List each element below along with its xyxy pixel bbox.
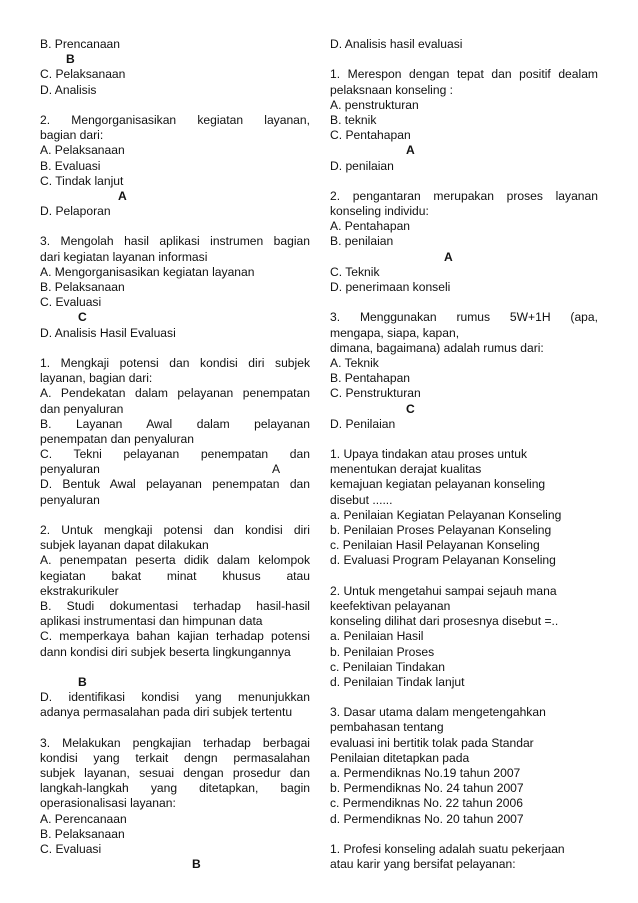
text-line: aplikasi instrumentasi dan himpunan data [40, 614, 263, 629]
blank-line [40, 660, 310, 675]
text-line: B. Pelaksanaan [40, 280, 125, 294]
question-line: 2. Untuk mengkaji potensi dan kondisi diri [40, 523, 310, 537]
text-line: d. Evaluasi Program Pelayanan Konseling [330, 553, 556, 568]
text-line: D. Penilaian [330, 416, 396, 431]
text-line: B. Evaluasi [40, 158, 101, 173]
question-line: D. identifikasi kondisi yang menunjukkan [40, 690, 310, 705]
text-line: kemajuan kegiatan pelayanan konseling [330, 477, 546, 492]
text-line: adanya permasalahan pada diri subjek tertentu [40, 705, 293, 720]
text-line: konseling dilihat dari prosesnya disebut =.. [330, 614, 559, 629]
text-line: d. Penilaian Tindak lanjut [330, 674, 465, 689]
text-line: A. Pelaksanaan [40, 143, 125, 158]
text-line: 3. Dasar utama dalam mengetengahkan [330, 705, 546, 720]
blank-line [330, 174, 598, 189]
text-line: atau karir yang bersifat pelayanan: [330, 857, 516, 872]
text-line: 2. Untuk mengetahui sampai sejauh mana [330, 583, 557, 598]
text-line: C. Penstrukturan [330, 386, 421, 401]
text-line: D. Pelaporan [40, 204, 111, 219]
text-line: C. Pentahapan [330, 128, 411, 143]
answer-key: B [192, 857, 201, 872]
inline-answer-key: A [272, 462, 281, 477]
text-line: mengapa, siapa, kapan, [330, 325, 460, 340]
question-line: 3. Melakukan pengkajian terhadap berbagai [40, 735, 310, 750]
text-line: layanan, bagian dari: [40, 371, 153, 386]
question-line: 2. pengantaran merupakan proses layanan [330, 188, 598, 203]
text-line: a. Penilaian Hasil [330, 629, 424, 644]
text-line: b. Penilaian Proses [330, 644, 435, 659]
text-line: a. Penilaian Kegiatan Pelayanan Konseling [330, 507, 562, 522]
text-line: ekstrakurikuler [40, 583, 119, 598]
text-line: C. Tindak lanjut [40, 173, 124, 188]
text-line: B. Pentahapan [330, 371, 411, 386]
text-line: Penilaian ditetapkan pada [330, 750, 470, 765]
question-line: 3. Menggunakan rumus 5W+1H (apa, [330, 310, 598, 325]
text-line: B. Prencanaan [40, 37, 121, 51]
text-line: C. Pelaksanaan [40, 67, 126, 82]
question-line: D. Bentuk Awal pelayanan penempatan dan [40, 477, 310, 492]
blank-line [40, 98, 310, 113]
text-line: pelaksnaan konseling : [330, 82, 454, 97]
answer-key: C [78, 310, 87, 325]
question-line: B. Studi dokumentasi terhadap hasil-hasil [40, 598, 310, 613]
answer-key: C [406, 401, 415, 416]
blank-line [330, 295, 598, 310]
text-line: B. penilaian [330, 234, 394, 249]
text-line: c. Permendiknas No. 22 tahun 2006 [330, 796, 523, 811]
text-line: A. Pentahapan [330, 219, 411, 234]
text-span: penyaluran [40, 462, 100, 477]
question-line: A. penempatan peserta didik dalam kelompok [40, 553, 310, 568]
blank-line [330, 827, 598, 842]
text-line: dari kegiatan layanan informasi [40, 249, 208, 264]
text-line: operasionalisasi layanan: [40, 796, 176, 811]
question-line: C. Tekni pelayanan penempatan dan [40, 447, 310, 462]
text-line: A. penstrukturan [330, 97, 419, 112]
text-line: dann kondisi diri subjek beserta lingkungannya [40, 644, 291, 659]
question-line: 1. Merespon dengan tepat dan positif dealam [330, 67, 598, 82]
question-line: kegiatan bakat minat khusus atau [40, 568, 310, 583]
text-line: 1. Upaya tindakan atau proses untuk [330, 447, 527, 462]
text-line: D. penilaian [330, 158, 394, 173]
blank-line [330, 52, 598, 67]
text-line: B. Pelaksanaan [40, 826, 125, 841]
question-line: A. Pendekatan dalam pelayanan penempatan [40, 386, 310, 401]
text-line: B. teknik [330, 112, 377, 127]
answer-key: A [406, 143, 415, 158]
text-line: keefektivan pelayanan [330, 598, 451, 613]
answer-key: B [78, 674, 87, 689]
blank-line [330, 569, 598, 584]
text-line: a. Permendiknas No.19 tahun 2007 [330, 766, 521, 780]
text-line: disebut ...... [330, 492, 393, 507]
text-line: dimana, bagaimana) adalah rumus dari: [330, 340, 544, 355]
text-line: c. Penilaian Tindakan [330, 659, 445, 674]
text-line: b. Penilaian Proses Pelayanan Konseling [330, 523, 552, 537]
question-line: langkah-langkah yang ditetapkan, bagin [40, 781, 310, 796]
text-line: subjek layanan dapat dilakukan [40, 538, 209, 553]
text-line: C. Evaluasi [40, 841, 102, 856]
text-line: D. penerimaan konseli [330, 280, 451, 294]
text-line: penyaluran [40, 492, 100, 507]
text-line: C. Evaluasi [40, 295, 102, 310]
question-line: kondisi yang terkait dengn permasalahan [40, 750, 310, 765]
text-line [40, 462, 310, 477]
blank-line [40, 219, 310, 234]
text-line: A. Perencanaan [40, 811, 127, 826]
text-line: D. Analisis [40, 82, 97, 97]
text-line: A. Teknik [330, 355, 379, 370]
left-column [40, 37, 310, 872]
question-line: 2. Mengorganisasikan kegiatan layanan, [40, 112, 310, 127]
text-line: 1. Profesi konseling adalah suatu pekerjaan [330, 841, 565, 856]
question-line: subjek layanan, sesuai dengan prosedur dan [40, 766, 310, 780]
text-line: D. Analisis hasil evaluasi [330, 37, 463, 51]
blank-line [40, 508, 310, 523]
question-line: B. Layanan Awal dalam pelayanan [40, 416, 310, 431]
text-line: D. Analisis Hasil Evaluasi [40, 325, 176, 340]
text-line: c. Penilaian Hasil Pelayanan Konseling [330, 538, 540, 553]
question-line: 3. Mengolah hasil aplikasi instrumen bagian [40, 234, 310, 249]
text-line: evaluasi ini bertitik tolak pada Standar [330, 735, 534, 750]
answer-key: B [66, 52, 75, 67]
blank-line [40, 720, 310, 735]
text-line: menentukan derajat kualitas [330, 462, 482, 477]
text-line: dan penyaluran [40, 401, 124, 416]
blank-line [330, 690, 598, 705]
blank-line [330, 432, 598, 447]
text-line: d. Permendiknas No. 20 tahun 2007 [330, 811, 524, 826]
text-line: C. Teknik [330, 264, 380, 279]
blank-line [40, 341, 310, 356]
text-line: pembahasan tentang [330, 720, 444, 735]
text-line: penempatan dan penyaluran [40, 431, 194, 446]
question-line: C. memperkaya bahan kajian terhadap potensi [40, 629, 310, 644]
text-line: bagian dari: [40, 128, 104, 143]
question-line: 1. Mengkaji potensi dan kondisi diri subjek [40, 355, 310, 370]
text-line: b. Permendiknas No. 24 tahun 2007 [330, 781, 524, 796]
right-column [330, 37, 598, 872]
answer-key: A [444, 249, 453, 264]
text-line: konseling individu: [330, 204, 429, 219]
text-line: A. Mengorganisasikan kegiatan layanan [40, 264, 255, 279]
answer-key: A [118, 188, 127, 203]
